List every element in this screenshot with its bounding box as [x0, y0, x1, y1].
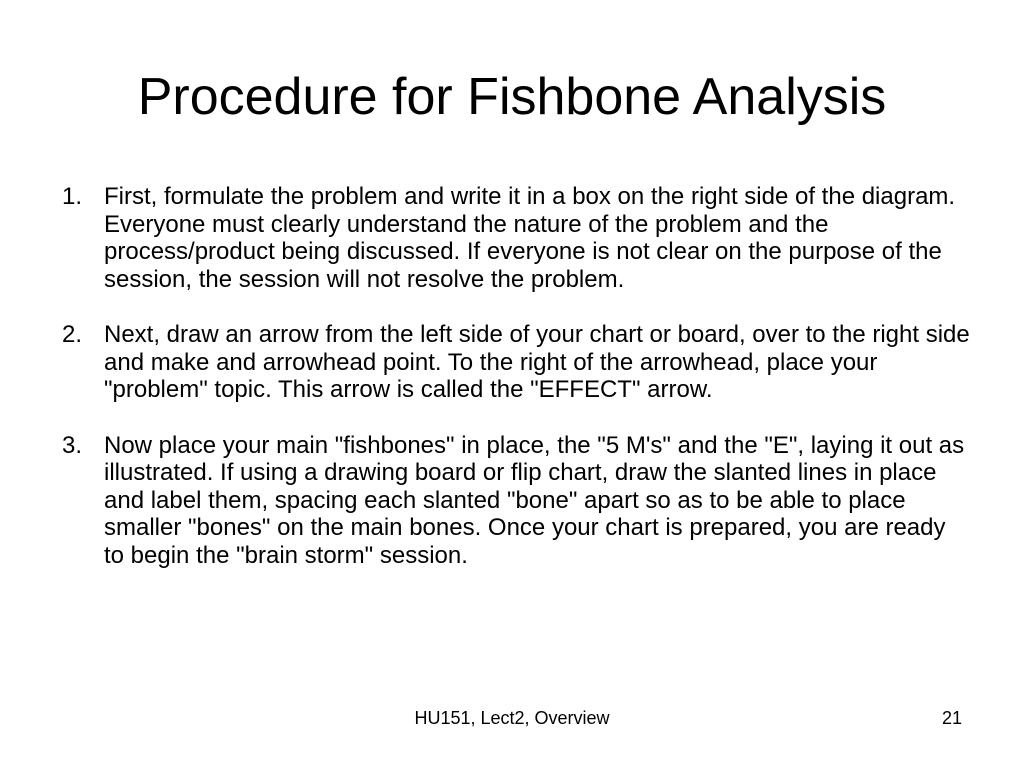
list-item-number: 1.: [62, 183, 83, 210]
list-item: [62, 183, 972, 293]
list-item: [62, 432, 972, 570]
list-item: [62, 321, 972, 404]
procedure-list: [62, 183, 972, 569]
list-item-text: Now place your main "fishbones" in place, the "5 M's" and the "E", laying it out as illustrated. If using a drawing board or flip chart, draw the slanted lines in place and label them, spacing each slanted "bone" apart so as to be able to place smaller "bones" on the main bones. Once your chart is prepared, you are ready to begin the "brain storm" session.: [104, 431, 965, 569]
list-item-number: 3.: [62, 431, 83, 459]
list-item-text: Next, draw an arrow from the left side of your chart or board, over to the right side and make and arrowhead point. To the right of the arrowhead, place your "problem" topic. This arrow is called the "EFFECT" arrow.: [104, 321, 970, 403]
slide-title: Procedure for Fishbone Analysis: [137, 68, 887, 126]
footer-text: HU151, Lect2, Overview: [414, 708, 610, 728]
list-item-number: 2.: [62, 321, 83, 348]
page-number: 21: [941, 708, 962, 728]
list-item-text: First, formulate the problem and write it in a box on the right side of the diagram. Everyone must clearly understand the nature of the problem and the process/product being discussed. If everyone is not clear on the purpose of the session, the session will not resolve the problem.: [104, 183, 956, 293]
